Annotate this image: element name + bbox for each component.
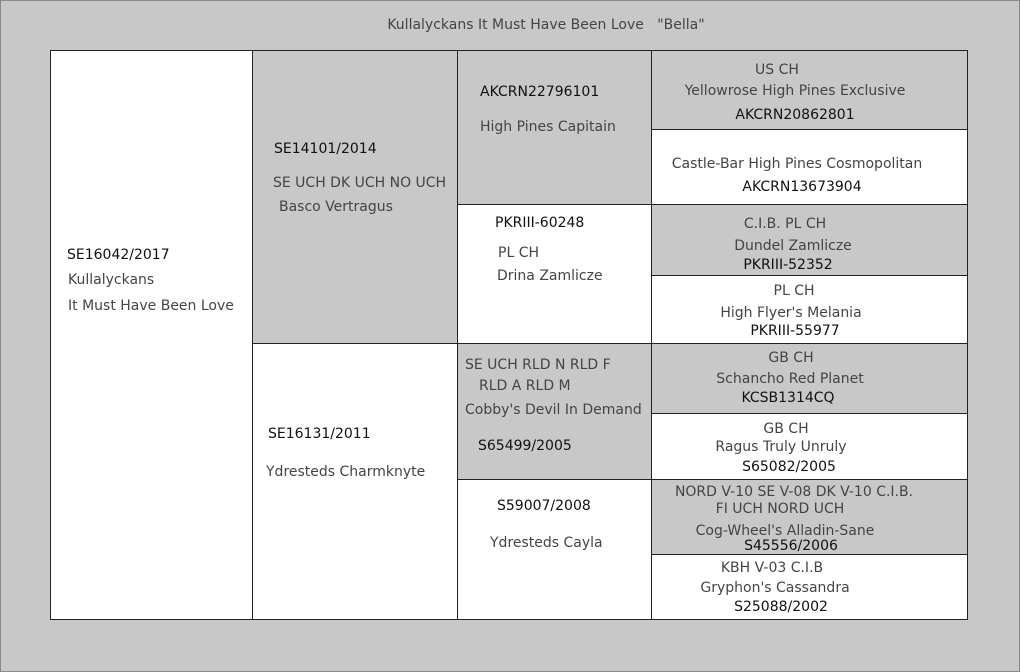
page-title: Kullalyckans It Must Have Been Love "Bella" <box>387 17 705 33</box>
dam-sire-cell <box>457 343 652 480</box>
dam-dam-name: Ydresteds Cayla <box>490 535 603 551</box>
ggp-8-titles: KBH V-03 C.I.B <box>720 560 824 576</box>
ggp-cell-3 <box>651 204 968 276</box>
ggp-7-titles: NORD V-10 SE V-08 DK V-10 C.I.B. <box>674 484 914 500</box>
ggp-1-titles: US CH <box>755 62 799 78</box>
dam-reg: SE16131/2011 <box>268 426 371 442</box>
ggp-6-titles: GB CH <box>763 421 809 437</box>
sire-sire-cell <box>457 50 652 205</box>
dog-name-line2: It Must Have Been Love <box>68 298 234 314</box>
ggp-cell-2 <box>651 129 968 205</box>
sire-dam-reg: PKRIII-60248 <box>495 215 585 231</box>
ggp-8-reg: S25088/2002 <box>734 599 828 615</box>
dog-name-line1: Kullalyckans <box>68 272 155 288</box>
ggp-1-name: Yellowrose High Pines Exclusive <box>684 83 906 99</box>
ggp-7-reg: S45556/2006 <box>744 538 838 554</box>
dam-sire-titles-line1: SE UCH RLD N RLD F <box>465 357 611 373</box>
ggp-cell-6 <box>651 413 968 480</box>
sire-titles: SE UCH DK UCH NO UCH <box>273 175 447 191</box>
sire-cell <box>252 50 458 344</box>
ggp-cell-8 <box>651 554 968 620</box>
dog-cell <box>50 50 253 620</box>
ggp-1-reg: AKCRN20862801 <box>735 107 855 123</box>
dam-cell <box>252 343 458 620</box>
ggp-cell-7 <box>651 479 968 555</box>
ggp-2-name: Castle-Bar High Pines Cosmopolitan <box>671 156 923 172</box>
ggp-2-reg: AKCRN13673904 <box>742 179 862 195</box>
dog-reg: SE16042/2017 <box>67 247 170 263</box>
ggp-7-name: Cog-Wheel's Alladin-Sane <box>695 523 875 539</box>
ggp-6-name: Ragus Truly Unruly <box>715 439 847 455</box>
dam-name: Ydresteds Charmknyte <box>266 464 426 480</box>
ggp-4-reg: PKRIII-55977 <box>750 323 840 339</box>
dam-dam-cell <box>457 479 652 620</box>
dam-sire-name: Cobby's Devil In Demand <box>465 402 642 418</box>
ggp-cell-1 <box>651 50 968 130</box>
sire-dam-name: Drina Zamlicze <box>497 268 603 284</box>
dam-sire-titles-line2: RLD A RLD M <box>479 378 571 394</box>
ggp-cell-5 <box>651 343 968 414</box>
sire-reg: SE14101/2014 <box>274 141 377 157</box>
sire-dam-cell <box>457 204 652 344</box>
ggp-8-name: Gryphon's Cassandra <box>700 580 850 596</box>
ggp-7-titles-line2: FI UCH NORD UCH <box>715 501 845 517</box>
sire-name: Basco Vertragus <box>279 199 393 215</box>
sire-dam-titles: PL CH <box>498 245 539 261</box>
ggp-3-titles: C.I.B. PL CH <box>743 216 827 232</box>
dam-dam-reg: S59007/2008 <box>497 498 591 514</box>
ggp-5-reg: KCSB1314CQ <box>741 390 835 406</box>
dam-sire-reg: S65499/2005 <box>478 438 572 454</box>
sire-sire-name: High Pines Capitain <box>480 119 616 135</box>
ggp-3-reg: PKRIII-52352 <box>743 257 833 273</box>
ggp-5-titles: GB CH <box>768 350 814 366</box>
ggp-4-titles: PL CH <box>773 283 815 299</box>
ggp-5-name: Schancho Red Planet <box>716 371 864 387</box>
ggp-cell-4 <box>651 275 968 344</box>
ggp-6-reg: S65082/2005 <box>742 459 836 475</box>
ggp-4-name: High Flyer's Melania <box>720 305 862 321</box>
ggp-3-name: Dundel Zamlicze <box>734 238 852 254</box>
sire-sire-reg: AKCRN22796101 <box>480 84 600 100</box>
